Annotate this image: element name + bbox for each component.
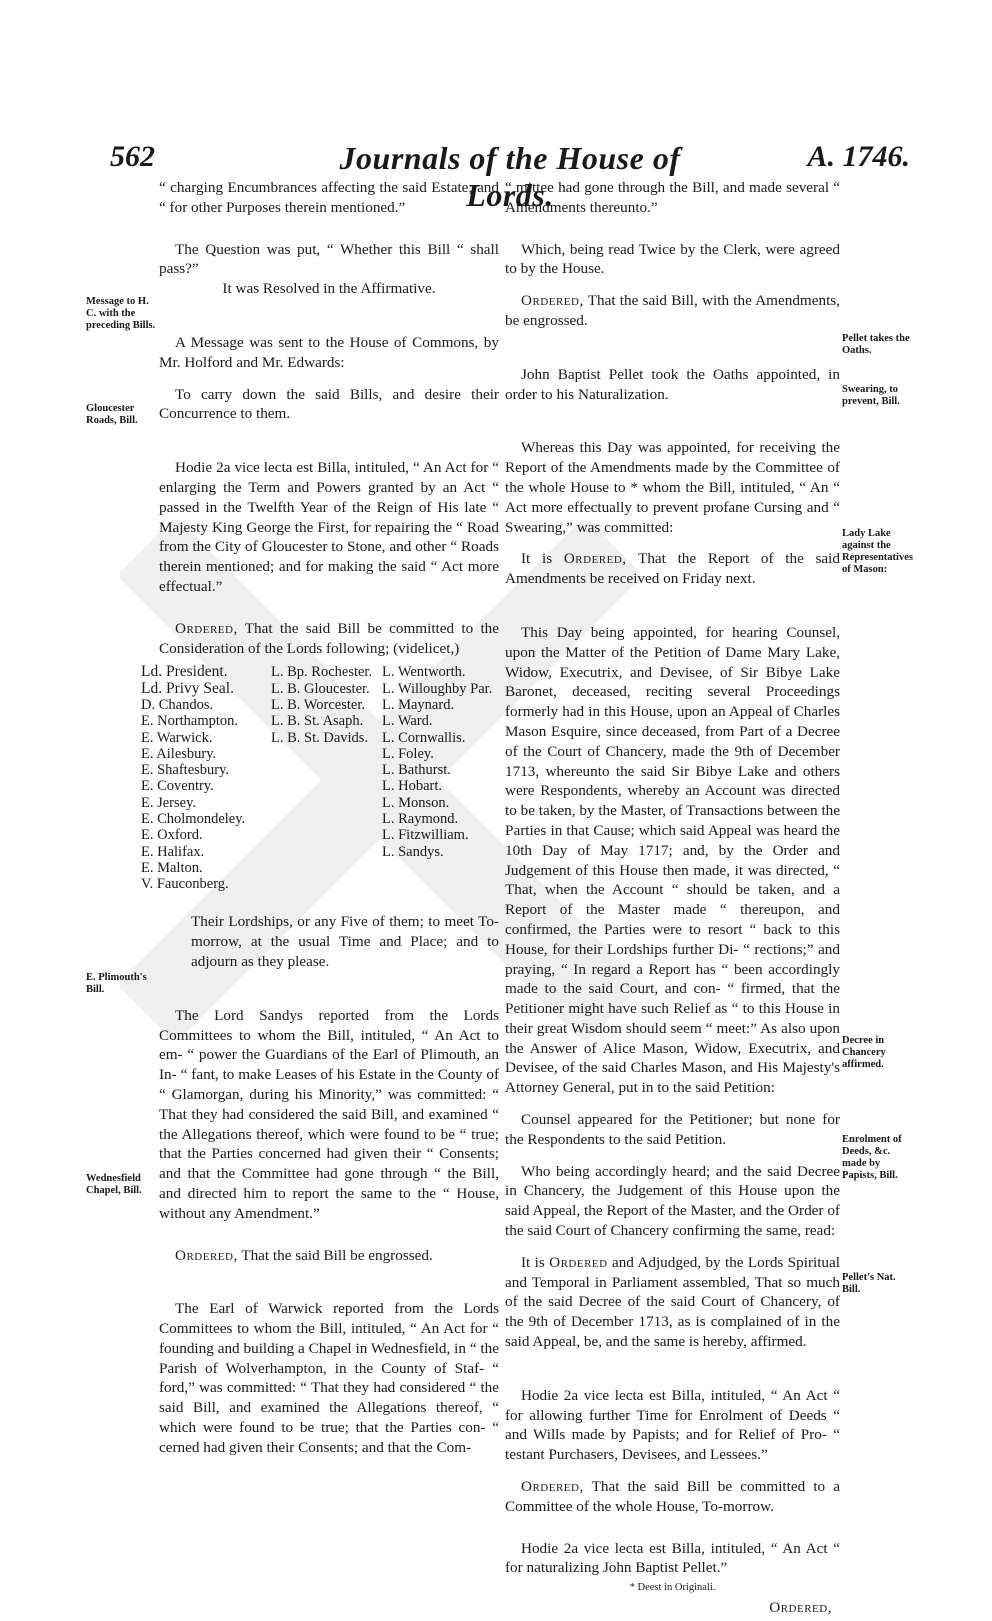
paragraph: “ charging Encumbrances affecting the said Estate; and “ for other Purposes therein mentioned.” — [159, 179, 499, 216]
lord-name: L. Maynard. — [382, 696, 455, 713]
paragraph: Which, being read Twice by the Clerk, were agreed to by the House. — [505, 240, 840, 278]
paragraph: Who being accordingly heard; and the said Decree in Chancery, the Judgement of this House upon the said Appeal, the Report of the Master, and the Order of the said Court of Chancery confirming the same, read: — [505, 1162, 840, 1240]
lord-name: L. Monson. — [382, 794, 450, 811]
lord-name: Ld. President. — [141, 663, 228, 681]
ordered-label: Ordered, — [521, 292, 584, 310]
margin-note: Lady Lake against the Representatives of Mason: — [842, 528, 913, 575]
lord-name: L. B. St. Davids. — [271, 729, 369, 746]
lords-column-3 — [382, 664, 492, 860]
lord-name: E. Warwick. — [141, 729, 213, 746]
paragraph-text: That the Report of the said Amendments be received on Friday next. — [505, 550, 840, 588]
lord-name: D. Chandos. — [141, 696, 214, 713]
catchword: Ordered, — [769, 1599, 832, 1617]
lord-name: L. Cornwallis. — [382, 729, 466, 746]
lord-name: Ld. Privy Seal. — [141, 679, 234, 697]
paragraph: Counsel appeared for the Petitioner; but none for the Respondents to the said Petition. — [505, 1111, 840, 1148]
paragraph: Hodie 2a vice lecta est Billa, intituled, “ An Act for “ enlarging the Term and Powers granted by an Act “ passed in the Twelfth Year of the Reign of His late “ Majesty King George the First, for repairing the “ Road from the City of Gloucester to Stone, and other “ Roads therein mentioned; and for making the said “ Act more effectual.” — [159, 459, 499, 595]
lord-name: L. B. Worcester. — [271, 696, 366, 713]
paragraph: A Message was sent to the House of Commons, by Mr. Holford and Mr. Edwards: — [159, 333, 499, 371]
lords-column-1 — [141, 664, 245, 892]
lord-name: L. B. St. Asaph. — [271, 713, 364, 730]
paragraph-text: That the said Bill, with the Amendments, be engrossed. — [505, 292, 840, 329]
lord-name: E. Ailesbury. — [141, 745, 217, 762]
paragraph: This Day being appointed, for hearing Counsel, upon the Matter of the Petition of Dame Mary Lake, Widow, Executrix, and Devisee, of Sir Bibye Lake Baronet, deceased, reciting several Proceedings formerly had in this House, upon an Appeal of Charles Mason Esquire, since deceased, from Part of a Decree of the Court of Chancery, made the 9th of December 1713, whereunto the said Sir Bibye Lake and others were Respondents, whereby an Account was directed to be taken, by the Master, of Transactions between the Parties in that Cause; which said Appeal was heard the 10th Day of May 1717; and, by the Order and Judgement of this House then made, it was directed, “ That, when the Account “ should be taken, and a Report of the Master made “ thereupon, and confirmed, the Parties were to resort “ back to this House, for their Lordships further Di- “ rections;” and praying, “ In regard a Report has “ been accordingly made to the said Court, and con- “ firmed, that the Petitioner might have such Relief as “ to this House in their great Wisdom should seem “ meet:” As also upon the Answer of Alice Mason, Widow, Executrix, and Devisee, of the said Charles Mason, and His Majesty's Attorney General, put in to the said Petition: — [505, 623, 840, 1097]
margin-note: Enrolment of Deeds, &c. made by Papists, Bill. — [842, 1134, 902, 1181]
margin-note: Message to H. C. with the preceding Bills. — [86, 296, 156, 331]
lords-list — [141, 663, 499, 893]
running-title: Journals of the House of Lords. — [339, 140, 681, 213]
page-number: 562 — [110, 140, 155, 173]
margin-note: Wednesfield Chapel, Bill. — [86, 1173, 142, 1196]
paragraph: John Baptist Pellet took the Oaths appointed, in order to his Naturalization. — [505, 365, 840, 403]
lord-name: L. Ward. — [382, 713, 433, 730]
ordered-label: Ordered, — [175, 619, 238, 637]
lord-name: L. Bp. Rochester. — [271, 664, 373, 681]
lord-name: L. Sandys. — [382, 843, 444, 860]
lord-name: E. Malton. — [141, 859, 203, 876]
paragraph — [505, 549, 840, 589]
paragraph: Their Lordships, or any Five of them; to meet To-morrow, at the usual Time and Place; and to adjourn as they please. — [191, 913, 499, 970]
paragraph-text: That the said Bill be committed to a Committee of the whole House, To-morrow. — [505, 1478, 840, 1515]
paragraph: The Earl of Warwick reported from the Lords Committees to whom the Bill, intituled, “ An Act for “ founding and building a Chapel in Wednesfield, in “ the Parish of Wolverhampton, in the County of Staf- “ ford,” was committed: “ That they had considered “ the said Bill, and examined the Allegations thereof, “ which were found to be true; that the Parties con- “ cerned had given their Consents; and that the Com- — [159, 1300, 499, 1456]
lord-name: E. Jersey. — [141, 794, 197, 811]
lords-column-2 — [271, 664, 372, 745]
footnote: * Deest in Originali. — [629, 1582, 716, 1594]
margin-note: E. Plimouth's Bill. — [86, 972, 147, 995]
lord-name: E. Halifax. — [141, 843, 205, 860]
lord-name: L. Hobart. — [382, 778, 442, 795]
paragraph-text: That the said Bill be engrossed. — [241, 1246, 433, 1264]
paragraph: Hodie 2a vice lecta est Billa, intituled, “ An Act “ for naturalizing John Baptist Pellet.” — [505, 1539, 840, 1577]
paragraph: The Lord Sandys reported from the Lords Committees to whom the Bill, intituled, “ An Act to em- “ power the Guardians of the Earl of Plimouth, an In- “ fant, to make Leases of his Estate in the County of “ Glamorgan, during his Minority,” was committed: “ That they had considered the said Bill, and examined “ the Allegations thereof, which were found to be “ true; that the Parties concerned had given their “ Consents; and that the Committee had gone through “ the Bill, and directed him to report the same to the “ House, without any Amendment.” — [159, 1006, 499, 1222]
paragraph — [505, 291, 840, 331]
lord-name: L. B. Gloucester. — [271, 680, 370, 697]
lord-name: E. Cholmondeley. — [141, 811, 246, 828]
lord-name: V. Fauconberg. — [141, 876, 229, 893]
lord-name: L. Fitzwilliam. — [382, 827, 469, 844]
margin-note: Swearing, to prevent, Bill. — [842, 384, 900, 407]
paragraph — [159, 619, 499, 659]
lord-name: L. Raymond. — [382, 811, 459, 828]
paragraph — [505, 1253, 840, 1352]
lord-name: L. Foley. — [382, 745, 434, 762]
margin-note: Gloucester Roads, Bill. — [86, 403, 138, 426]
page-year: A. 1746. — [807, 140, 910, 173]
margin-note: Decree in Chancery affirmed. — [842, 1035, 886, 1070]
paragraph: To carry down the said Bills, and desire their Concurrence to them. — [159, 385, 499, 423]
lord-name: E. Northampton. — [141, 713, 239, 730]
paragraph: Whereas this Day was appointed, for receiving the Report of the Amendments made by the Committee of the whole House to * whom the Bill, intituled, “ An “ Act more effectually to prevent profane Cursing and “ Swearing,” was committed: — [505, 439, 840, 536]
paragraph-text: It is — [521, 550, 553, 568]
lord-name: E. Coventry. — [141, 778, 214, 795]
lord-name: L. Willoughby Par. — [382, 680, 493, 697]
paragraph — [159, 1246, 499, 1266]
paragraph-text: It is — [521, 1253, 545, 1271]
paragraph-text: That the said Bill be committed to the Consideration of the Lords following; (videlicet,) — [159, 619, 500, 657]
paragraph: Hodie 2a vice lecta est Billa, intituled, “ An Act “ for allowing further Time for Enrolment of Deeds “ and Wills made by Papists; and for Relief of Pro- “ testant Purchasers, Devisees, and Lessees.” — [505, 1386, 840, 1464]
lord-name: L. Bathurst. — [382, 762, 451, 779]
right-column — [505, 178, 840, 1618]
paragraph: The Question was put, “ Whether this Bill “ shall pass?” — [159, 240, 499, 278]
left-column — [141, 178, 500, 1458]
paragraph: It was Resolved in the Affirmative. — [222, 280, 436, 298]
paragraph — [505, 1477, 840, 1517]
lord-name: E. Oxford. — [141, 827, 203, 844]
margin-note: Pellet's Nat. Bill. — [842, 1272, 896, 1295]
paragraph: “ mittee had gone through the Bill, and made several “ Amendments thereunto.” — [505, 179, 840, 216]
ordered-label: Ordered, — [563, 550, 627, 568]
paragraph-text: and Adjudged, by the Lords Spiritual and Temporal in Parliament assembled, That so much of the said Decree of the said Court of Chancery, of the 9th of December 1713, as is complained of in the said Appeal, be, and the same is hereby, affirmed. — [505, 1253, 840, 1351]
ordered-label: Ordered, — [175, 1246, 238, 1264]
margin-note: Pellet takes the Oaths. — [842, 333, 910, 356]
ordered-label: Ordered, — [521, 1478, 584, 1496]
ordered-label: Ordered — [549, 1253, 608, 1271]
lord-name: L. Wentworth. — [382, 664, 466, 681]
lord-name: E. Shaftesbury. — [141, 762, 230, 779]
